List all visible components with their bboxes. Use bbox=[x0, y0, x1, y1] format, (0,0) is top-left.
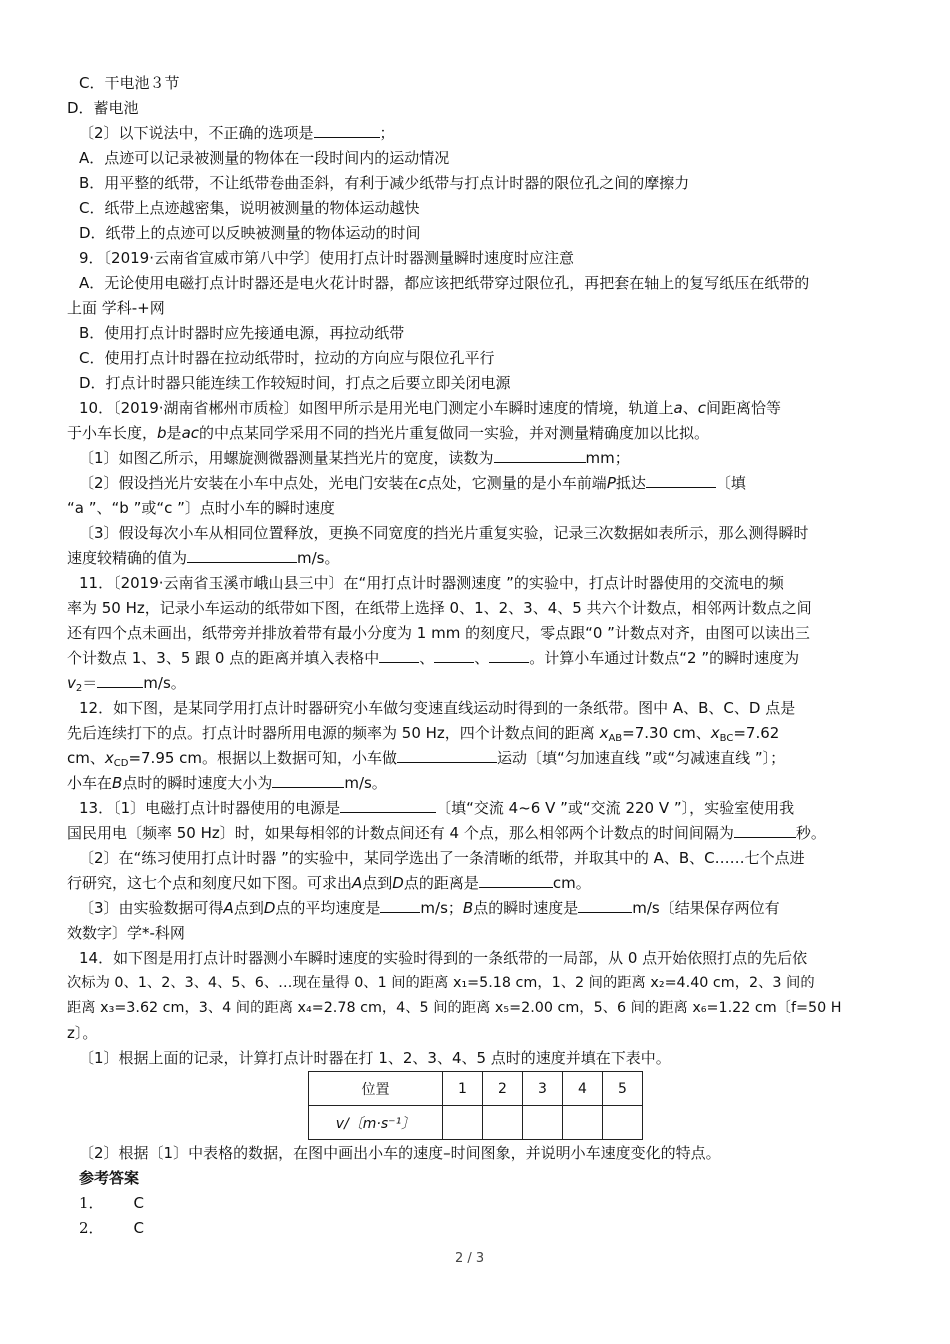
var-b: B bbox=[112, 774, 123, 792]
q13-line2 bbox=[67, 823, 826, 843]
table-row bbox=[309, 1106, 643, 1140]
q10-text: 〔2〕假设挡光片安装在小车中点处，光电门安装在 bbox=[79, 474, 419, 492]
q10-text: mm； bbox=[585, 449, 630, 467]
q12-text: m/s。 bbox=[344, 774, 387, 792]
q11-text: 、 bbox=[474, 649, 490, 667]
answer-blank bbox=[314, 123, 380, 138]
q13-text: 〔填“交流 4~6 V ”或“交流 220 V ”〕，实验室使用我 bbox=[436, 799, 795, 817]
table-cell bbox=[483, 1106, 523, 1140]
subscript: 2 bbox=[75, 683, 83, 694]
var-c: c bbox=[697, 399, 707, 417]
answers-heading: 参考答案 bbox=[79, 1169, 140, 1187]
subscript: CD bbox=[113, 758, 129, 769]
q8-statement-a: A．点迹可以记录被测量的物体在一段时间内的运动情况 bbox=[79, 149, 450, 167]
table-header-cell: 1 bbox=[443, 1072, 483, 1106]
var-x: x bbox=[710, 724, 720, 742]
q13-part2-cont bbox=[67, 873, 591, 893]
table-cell bbox=[523, 1106, 563, 1140]
q10-text: 间距离恰等 bbox=[706, 399, 782, 417]
q13-text: 行研究，这七个点和刻度尺如下图。可求出 bbox=[67, 874, 353, 892]
answer-value: C bbox=[133, 1194, 145, 1212]
q11-line1: 11．〔2019·云南省玉溪市峨山县三中〕在“用打点计时器测速度 ”的实验中，打点计时器使用的交流电的频 bbox=[79, 574, 784, 592]
q12-line2 bbox=[67, 723, 779, 743]
table-header-cell: 5 bbox=[603, 1072, 643, 1106]
q12-text: =7.62 bbox=[733, 724, 780, 742]
table-header-cell: 2 bbox=[483, 1072, 523, 1106]
q11-text: 、 bbox=[419, 649, 435, 667]
q12-text: =7.95 cm。根据以上数据可知，小车做 bbox=[128, 749, 398, 767]
q10-text: m/s。 bbox=[297, 549, 340, 567]
answer-blank bbox=[397, 748, 497, 763]
q8-statement-c: C．纸带上点迹越密集，说明被测量的物体运动越快 bbox=[79, 199, 420, 217]
q8-part2 bbox=[79, 123, 395, 143]
q12-text: =7.30 cm、 bbox=[622, 724, 711, 742]
table-header-cell: 3 bbox=[523, 1072, 563, 1106]
q12-line4 bbox=[67, 773, 387, 793]
answer-number: 2． bbox=[79, 1219, 104, 1237]
q10-stem-line1 bbox=[79, 398, 781, 418]
q8-option-c: C．干电池３节 bbox=[79, 74, 180, 92]
page-number: 2 / 3 bbox=[455, 1251, 485, 1266]
answer-value: C bbox=[133, 1219, 145, 1237]
q8-part2-end: ； bbox=[379, 124, 395, 142]
table-cell bbox=[563, 1106, 603, 1140]
q13-part3 bbox=[79, 898, 780, 918]
q11-line3: 还有四个点未画出，纸带旁并排放着带有最小分度为 1 mm 的刻度尺，零点跟“0 ”计数点对齐，由图可以读出三 bbox=[67, 624, 810, 642]
q13-text: 13．〔1〕电磁打点计时器使用的电源是 bbox=[79, 799, 341, 817]
q12-text: 运动〔填“匀加速直线 ”或“匀减速直线 ”〕； bbox=[497, 749, 786, 767]
answer-blank bbox=[578, 898, 632, 913]
q13-text: cm。 bbox=[552, 874, 591, 892]
q10-text: 速度较精确的值为 bbox=[67, 549, 188, 567]
table-cell bbox=[443, 1106, 483, 1140]
q9-option-c: C．使用打点计时器在拉动纸带时，拉动的方向应与限位孔平行 bbox=[79, 349, 495, 367]
answer-item bbox=[79, 1218, 144, 1238]
subscript: AB bbox=[608, 733, 623, 744]
q13-text: 秒。 bbox=[795, 824, 826, 842]
q10-text: 、 bbox=[682, 399, 698, 417]
table-row-label: v/〔m·s⁻¹〕 bbox=[309, 1106, 443, 1140]
answer-blank bbox=[734, 823, 796, 838]
q13-line1 bbox=[79, 798, 794, 818]
var-a: A bbox=[223, 899, 234, 917]
var-x: x bbox=[599, 724, 609, 742]
var-a: a bbox=[673, 399, 683, 417]
table-header-cell: 位置 bbox=[309, 1072, 443, 1106]
q12-text: 点时的瞬时速度大小为 bbox=[122, 774, 273, 792]
answer-blank bbox=[379, 648, 419, 663]
q11-line4 bbox=[67, 648, 799, 668]
q13-text: m/s〔结果保存两位有 bbox=[632, 899, 780, 917]
q13-text: 点的瞬时速度是 bbox=[473, 899, 579, 917]
q8-option-d: D．蓄电池 bbox=[67, 99, 139, 117]
q11-line2: 率为 50 Hz，记录小车运动的纸带如下图，在纸带上选择 0、1、2、3、4、5 共六个计数点，相邻两计数点之间 bbox=[67, 599, 812, 617]
answer-blank bbox=[489, 648, 529, 663]
q11-text: m/s。 bbox=[143, 674, 186, 692]
answer-blank bbox=[380, 898, 420, 913]
q11-text: 。计算小车通过计数点“2 ”的瞬时速度为 bbox=[529, 649, 800, 667]
q8-statement-d: D．纸带上的点迹可以反映被测量的物体运动的时间 bbox=[79, 224, 421, 242]
q9-option-a: A．无论使用电磁打点计时器还是电火花计时器，都应该把纸带穿过限位孔，再把套在轴上的复写纸压在纸带的 bbox=[79, 274, 810, 292]
answer-blank bbox=[479, 873, 553, 888]
q10-text: 于小车长度， bbox=[67, 424, 158, 442]
q14-line3: 距离 x₃=3.62 cm，3、4 间的距离 x₄=2.78 cm，4、5 间的距离 x₅=2.00 cm，5、6 间的距离 x₆=1.22 cm〔f=50 H bbox=[67, 1000, 842, 1016]
q12-text: cm、 bbox=[67, 749, 105, 767]
answer-blank bbox=[272, 773, 344, 788]
answer-blank bbox=[494, 448, 586, 463]
q11-text: 个计数点 1、3、5 跟 0 点的距离并填入表格中 bbox=[67, 649, 380, 667]
answer-blank bbox=[434, 648, 474, 663]
q12-text: 小车在 bbox=[67, 774, 113, 792]
q13-part2: 〔2〕在“练习使用打点计时器 ”的实验中，某同学选出了一条清晰的纸带，并取其中的 A、B、C……七个点进 bbox=[79, 849, 805, 867]
q14-line4: z〕。 bbox=[67, 1024, 98, 1042]
q13-part3-cont: 效数字〕学*-科网 bbox=[67, 924, 185, 942]
var-ac: ac bbox=[181, 424, 200, 442]
var-c: c bbox=[418, 474, 427, 492]
q10-stem-line2 bbox=[67, 423, 709, 443]
q8-statement-b: B．用平整的纸带，不让纸带卷曲歪斜，有利于减少纸带与打点计时器的限位孔之间的摩擦力 bbox=[79, 174, 690, 192]
q13-text: 点的平均速度是 bbox=[275, 899, 381, 917]
q10-part2 bbox=[79, 473, 746, 493]
var-d: D bbox=[263, 899, 276, 917]
q10-text: 抵达 bbox=[615, 474, 646, 492]
q13-text: 点的距离是 bbox=[403, 874, 479, 892]
q13-text: 点到 bbox=[362, 874, 393, 892]
q10-text: 〔1〕如图乙所示，用螺旋测微器测量某挡光片的宽度，读数为 bbox=[79, 449, 494, 467]
table-row bbox=[309, 1072, 643, 1106]
q10-part3-cont bbox=[67, 548, 340, 568]
var-d: D bbox=[392, 874, 404, 892]
q12-line3 bbox=[67, 748, 785, 768]
q10-text: 10．〔2019·湖南省郴州市质检〕如图甲所示是用光电门测定小车瞬时速度的情境，轨道上 bbox=[79, 399, 674, 417]
q12-line1: 12．如下图，是某同学用打点计时器研究小车做匀变速直线运动时得到的一条纸带。图中 A、B、C、D 点是 bbox=[79, 699, 796, 717]
answer-item bbox=[79, 1193, 144, 1213]
var-b: B bbox=[462, 899, 474, 917]
q9-stem: 9．〔2019·云南省宣威市第八中学〕使用打点计时器测量瞬时速度时应注意 bbox=[79, 249, 574, 267]
var-b: b bbox=[157, 424, 167, 442]
table-cell bbox=[603, 1106, 643, 1140]
q10-part3: 〔3〕假设每次小车从相同位置释放，更换不同宽度的挡光片重复实验，记录三次数据如表所示，那么测得瞬时 bbox=[79, 524, 809, 542]
subscript: BC bbox=[719, 733, 734, 744]
q8-part2-text: 〔2〕以下说法中，不正确的选项是 bbox=[79, 124, 314, 142]
var-x: x bbox=[104, 749, 114, 767]
q11-line5 bbox=[67, 673, 186, 693]
var-v: v bbox=[67, 674, 76, 692]
answer-blank bbox=[187, 548, 297, 563]
q9-option-a-cont: 上面 学科-+网 bbox=[67, 299, 165, 317]
velocity-table bbox=[308, 1071, 643, 1140]
answer-blank bbox=[340, 798, 436, 813]
q13-text: 国民用电〔频率 50 Hz〕时，如果每相邻的计数点间还有 4 个点，那么相邻两个计数点的时间间隔为 bbox=[67, 824, 734, 842]
q10-text: 〔填 bbox=[715, 474, 746, 492]
q9-option-d: D．打点计时器只能连续工作较短时间，打点之后要立即关闭电源 bbox=[79, 374, 511, 392]
q10-part2-cont: “a ”、“b ”或“c ”〕点时小车的瞬时速度 bbox=[67, 499, 335, 517]
q14-line1: 14．如下图是用打点计时器测小车瞬时速度的实验时得到的一条纸带的一局部，从 0 点开始依照打点的先后依 bbox=[79, 949, 808, 967]
q10-part1 bbox=[79, 448, 630, 468]
var-p: P bbox=[606, 474, 616, 492]
table-header-cell: 4 bbox=[563, 1072, 603, 1106]
q13-text: 〔3〕由实验数据可得 bbox=[79, 899, 224, 917]
answer-number: 1． bbox=[79, 1194, 104, 1212]
q10-text: 点处，它测量的是小车前端 bbox=[426, 474, 607, 492]
q10-text: 的中点某同学采用不同的挡光片重复做同一实验，并对测量精确度加以比拟。 bbox=[199, 424, 710, 442]
q14-line2: 次标为 0、1、2、3、4、5、6、…现在量得 0、1 间的距离 x₁=5.18 cm，1、2 间的距离 x₂=4.40 cm，2、3 间的 bbox=[67, 975, 815, 991]
var-a: A bbox=[352, 874, 363, 892]
q13-text: m/s； bbox=[420, 899, 463, 917]
q13-text: 点到 bbox=[233, 899, 264, 917]
q10-text: 是 bbox=[166, 424, 182, 442]
q14-part1: 〔1〕根据上面的记录，计算打点计时器在打 1、2、3、4、5 点时的速度并填在下表中。 bbox=[79, 1049, 671, 1067]
q14-part2: 〔2〕根据〔1〕中表格的数据，在图中画出小车的速度–时间图象，并说明小车速度变化的特点。 bbox=[79, 1144, 721, 1162]
q11-text: ＝ bbox=[82, 674, 98, 692]
q9-option-b: B．使用打点计时器时应先接通电源，再拉动纸带 bbox=[79, 324, 405, 342]
answer-blank bbox=[646, 473, 716, 488]
q12-text: 先后连续打下的点。打点计时器所用电源的频率为 50 Hz，四个计数点间的距离 bbox=[67, 724, 600, 742]
answer-blank bbox=[97, 673, 143, 688]
